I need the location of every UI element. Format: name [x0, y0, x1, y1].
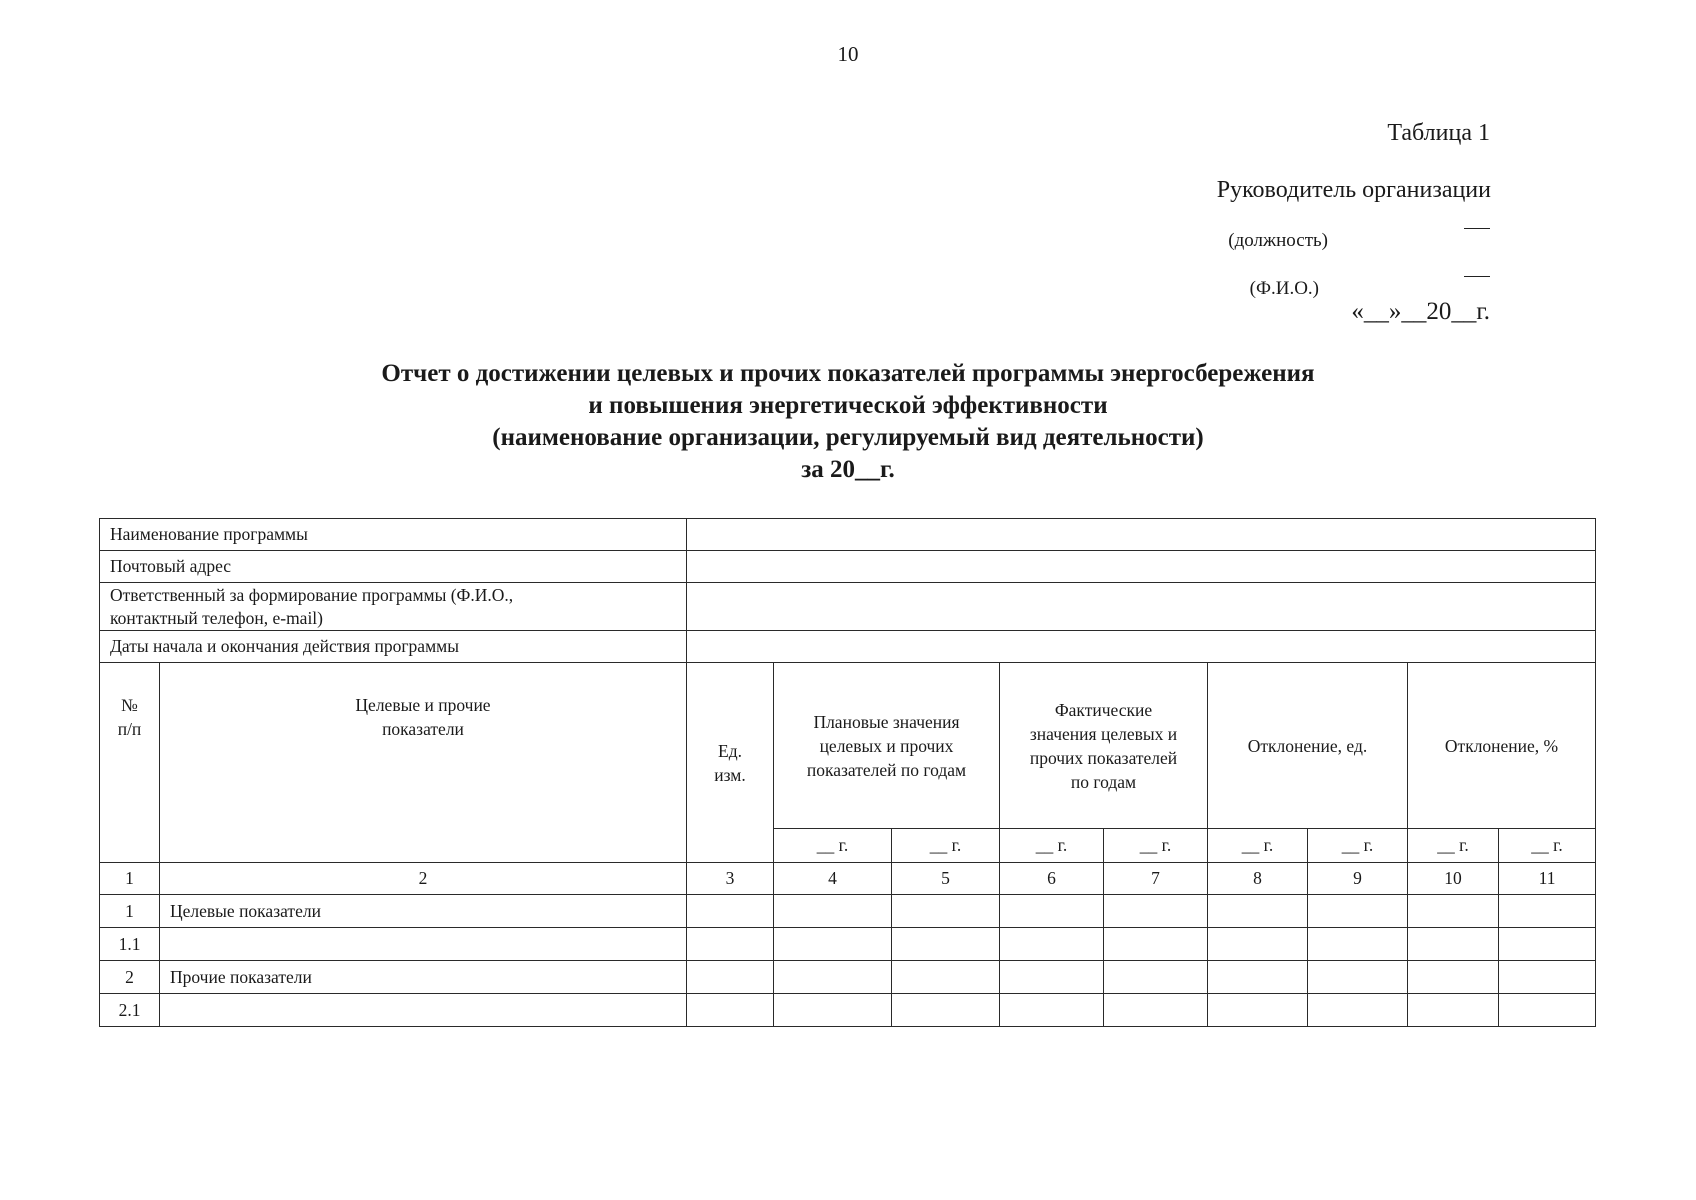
- table-row: [100, 961, 1596, 994]
- header-row: [100, 663, 1596, 829]
- column-number: 3: [687, 863, 774, 895]
- report-title-line-2: и повышения энергетической эффективности: [588, 392, 1108, 419]
- column-number: 1: [100, 863, 160, 895]
- year-cell: __ г.: [1208, 829, 1308, 863]
- column-number: 7: [1104, 863, 1208, 895]
- info-value-cell: [687, 583, 1596, 631]
- table-label: Таблица 1: [1387, 120, 1490, 146]
- position-caption: (должность): [1228, 230, 1328, 251]
- year-cell: __ г.: [1408, 829, 1499, 863]
- info-row-responsible-person: [100, 583, 1596, 631]
- table-row: [100, 895, 1596, 928]
- year-cell: __ г.: [774, 829, 892, 863]
- report-title-line-3: (наименование организации, регулируемый вид деятельности): [492, 424, 1204, 451]
- info-row-program-dates: [100, 631, 1596, 663]
- row-name: Целевые показатели: [160, 895, 687, 928]
- column-number: 6: [1000, 863, 1104, 895]
- approval-date-line: «__»__20__г.: [1351, 298, 1490, 325]
- col-header-number: № п/п: [100, 663, 160, 863]
- year-cell: __ г.: [892, 829, 1000, 863]
- info-label: Даты начала и окончания действия программы: [100, 631, 687, 663]
- row-name: [160, 994, 687, 1027]
- col-header-deviation-percent: Отклонение, %: [1408, 663, 1596, 829]
- col-header-indicators: Целевые и прочие показатели: [160, 663, 687, 863]
- report-title-line-1: Отчет о достижении целевых и прочих показателей программы энергосбережения: [381, 360, 1315, 387]
- table-row: [100, 928, 1596, 961]
- page-number: 10: [837, 42, 859, 66]
- info-label: Почтовый адрес: [100, 551, 687, 583]
- column-number: 8: [1208, 863, 1308, 895]
- col-header-deviation-units: Отклонение, ед.: [1208, 663, 1408, 829]
- signature-line-fio: [1464, 276, 1490, 277]
- column-number: 5: [892, 863, 1000, 895]
- approval-head-title: Руководитель организации: [1216, 177, 1491, 203]
- row-name: Прочие показатели: [160, 961, 687, 994]
- info-label-line-1: Ответственный за формирование программы (Ф.И.О.,: [110, 584, 514, 605]
- info-label: [100, 583, 687, 631]
- year-cell: __ г.: [1308, 829, 1408, 863]
- info-row-postal-address: [100, 551, 1596, 583]
- info-label: Наименование программы: [100, 519, 687, 551]
- row-number: 1: [100, 895, 160, 928]
- year-cell: __ г.: [1000, 829, 1104, 863]
- info-value-cell: [687, 631, 1596, 663]
- column-number: 9: [1308, 863, 1408, 895]
- column-number: 11: [1499, 863, 1596, 895]
- row-number: 2.1: [100, 994, 160, 1027]
- row-number: 1.1: [100, 928, 160, 961]
- report-title-line-4: за 20__г.: [801, 456, 895, 483]
- signature-line-position: [1464, 228, 1490, 229]
- report-title: [0, 358, 1696, 486]
- info-value-cell: [687, 551, 1596, 583]
- row-name: [160, 928, 687, 961]
- info-row-program-name: [100, 519, 1596, 551]
- info-value-cell: [687, 519, 1596, 551]
- col-header-unit: Ед. изм.: [687, 663, 774, 863]
- column-numbers-row: [100, 863, 1596, 895]
- year-cell: __ г.: [1104, 829, 1208, 863]
- info-label-line-2: контактный телефон, e-mail): [110, 607, 323, 628]
- col-header-actual: Фактические значения целевых и прочих показателей по годам: [1000, 663, 1208, 829]
- column-number: 2: [160, 863, 687, 895]
- year-cell: __ г.: [1499, 829, 1596, 863]
- column-number: 10: [1408, 863, 1499, 895]
- col-header-planned: Плановые значения целевых и прочих показателей по годам: [774, 663, 1000, 829]
- row-number: 2: [100, 961, 160, 994]
- fio-caption: (Ф.И.О.): [1249, 278, 1319, 299]
- table-row: [100, 994, 1596, 1027]
- report-table: [99, 518, 1596, 1027]
- column-number: 4: [774, 863, 892, 895]
